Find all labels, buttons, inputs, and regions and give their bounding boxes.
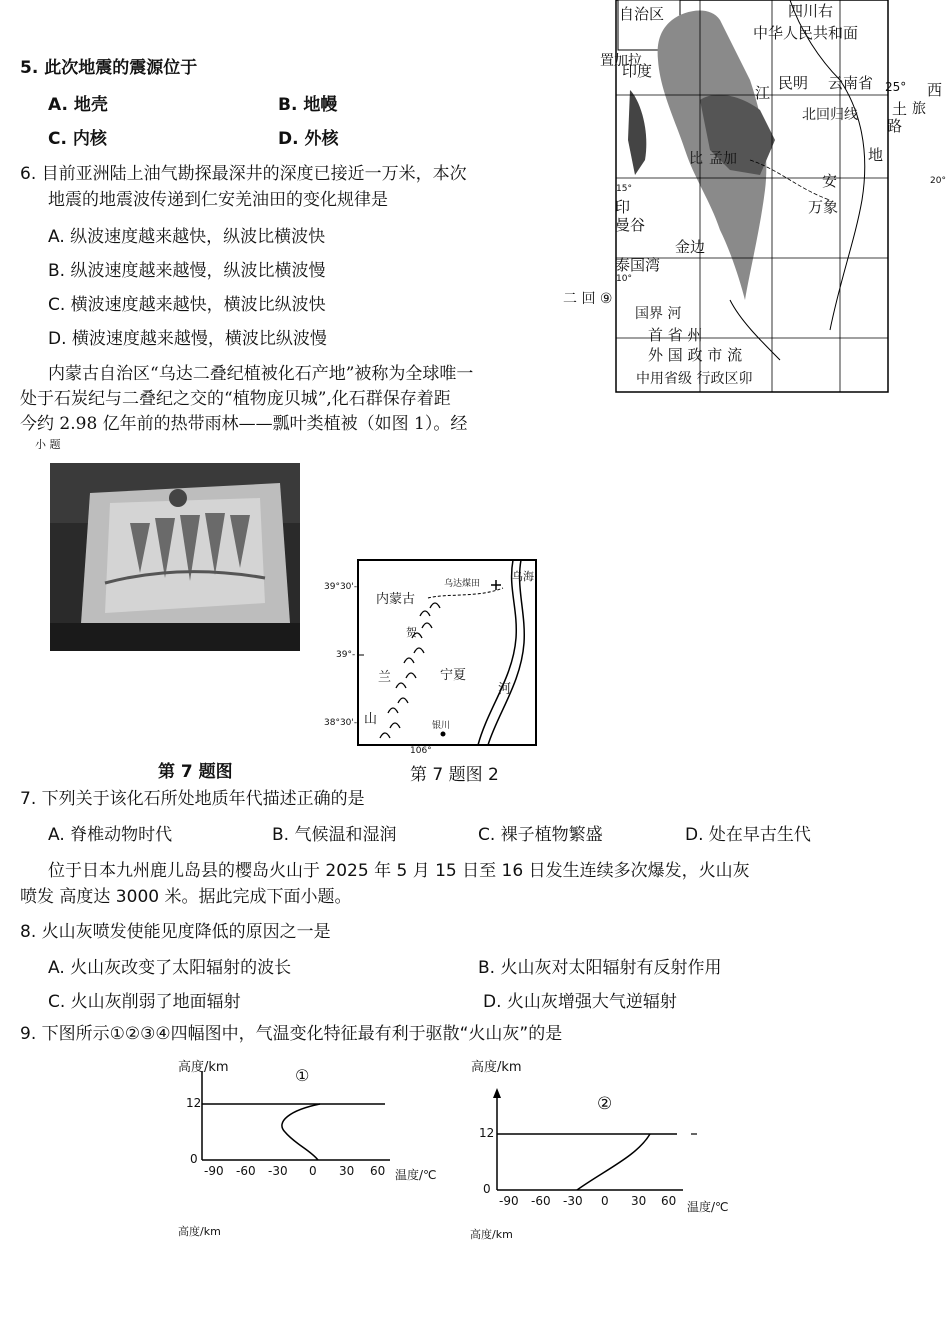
chart1-xtick: 0	[309, 1164, 317, 1178]
chart2-xtick: 60	[661, 1194, 677, 1208]
passage7-line3: 今约 2.98 亿年前的热带雨林——瓢叶类植被（如图 1）。经	[20, 414, 468, 434]
chart1-xlabel: 温度/℃	[395, 1168, 437, 1182]
fig7-map	[318, 558, 548, 758]
map-xizang: 自治区	[619, 5, 665, 23]
chart2-xlabel: 温度/℃	[687, 1200, 729, 1214]
chart2-y12: 12	[479, 1126, 495, 1140]
fig7-shan: 山	[364, 712, 378, 727]
q8-option-b: B. 火山灰对太阳辐射有反射作用	[478, 958, 722, 978]
chart1-y0: 0	[190, 1152, 198, 1166]
map-lat10: 10°	[616, 274, 632, 284]
q7-option-c: C. 裸子植物繁盛	[478, 825, 603, 845]
map-legend-4: 中用省级 行政区卯	[636, 371, 753, 387]
map-prc: 中华人民共和面	[753, 24, 859, 42]
map-lu: 路	[887, 117, 903, 135]
q6-option-d: D. 横波速度越来越慢，横波比纵波慢	[48, 329, 327, 349]
map-jiang: 江	[755, 84, 771, 102]
q8-option-a: A. 火山灰改变了太阳辐射的波长	[48, 958, 292, 978]
chart2-xtick: -90	[499, 1194, 519, 1208]
passage7-line1: 内蒙古自治区“乌达二叠纪植被化石产地”被称为全球唯一	[48, 364, 474, 384]
map-lat25: 25°	[885, 80, 907, 94]
passage7-line3-clip	[20, 411, 568, 434]
map-jinbian: 金边	[675, 238, 706, 256]
chart1-y12: 12	[186, 1096, 202, 1110]
q6-option-c: C. 横波速度越来越快，横波比纵波快	[48, 295, 326, 315]
map-taiguo: 泰国湾	[615, 256, 661, 274]
map-lat20: 20°	[930, 176, 946, 186]
fossil-photo	[50, 463, 300, 651]
map-mangu: 曼谷	[615, 216, 646, 234]
chart1-xtick: -60	[236, 1164, 256, 1178]
map-sichuan: 四川右	[788, 2, 834, 20]
map-meng: 孟加	[709, 151, 737, 167]
passage7-tail: 小 题	[35, 438, 61, 451]
q8-option-c: C. 火山灰削弱了地面辐射	[48, 992, 241, 1012]
fig7-uda-mine: 乌达煤田	[444, 579, 481, 589]
fig7-ningxia: 宁夏	[440, 668, 467, 683]
q8-option-d: D. 火山灰增强大气逆辐射	[483, 992, 677, 1012]
chart2-xtick: 30	[631, 1194, 647, 1208]
map-pi: 比	[689, 151, 703, 167]
bottom-label-left: 高度/km	[178, 1225, 221, 1238]
q9-stem: 9. 下图所示①②③④四幅图中，气温变化特征最有利于驱散“火山灰”的是	[20, 1024, 563, 1044]
chart1-xtick: -30	[268, 1164, 288, 1178]
map-lv: 旅	[912, 101, 926, 117]
q5-stem: 5. 此次地震的震源位于	[20, 58, 198, 78]
map-yunnan: 云南省	[828, 74, 874, 92]
chart1-ylabel: 高度/km	[178, 1060, 229, 1075]
q6-option-b: B. 纵波速度越来越慢，纵波比横波慢	[48, 261, 326, 281]
chart2-circle: ②	[597, 1094, 613, 1114]
map-legend-2: 首 省 州	[648, 326, 703, 344]
chart2-y0: 0	[483, 1182, 491, 1196]
map-legend-title: 二 回 ⑨	[563, 291, 613, 307]
fig7-lat3: 38°30'-	[324, 718, 358, 728]
chart1-xtick: 30	[339, 1164, 355, 1178]
chart2-xtick: 0	[601, 1194, 609, 1208]
map-lat15: 15°	[616, 184, 632, 194]
q5-option-b: B. 地幔	[278, 95, 338, 115]
fig7-lon: 106°	[410, 746, 432, 756]
map-zhilala: 置加拉	[600, 53, 642, 69]
bottom-label-right: 高度/km	[470, 1228, 513, 1241]
map-tu: 土	[892, 100, 908, 118]
fig7-caption2: 第 7 题图 2	[410, 765, 499, 785]
map-legend-1: 国界 河	[635, 306, 682, 322]
map-di: 地	[868, 146, 884, 164]
q6-stem-line2: 地震的地震波传递到仁安羌油田的变化规律是	[48, 190, 388, 210]
map-an: 安	[822, 172, 838, 190]
map-xi: 西	[927, 81, 943, 99]
southeast-asia-map	[563, 0, 950, 400]
q7-option-d: D. 处在早古生代	[685, 825, 811, 845]
map-wanxiang: 万象	[808, 198, 839, 216]
chart2-ylabel: 高度/km	[471, 1060, 522, 1075]
chart1-xtick: 60	[370, 1164, 386, 1178]
fig7-he1: 贺	[406, 626, 417, 639]
chart1-xtick: -90	[204, 1164, 224, 1178]
q8-stem: 8. 火山灰喷发使能见度降低的原因之一是	[20, 922, 331, 942]
fig7-lat1: 39°30'-	[324, 582, 358, 592]
fig7-yinchuan: 银川	[432, 721, 451, 731]
map-yinyin: 印	[615, 198, 631, 216]
map-india: 印度	[622, 62, 653, 80]
fig7-caption1: 第 7 题图	[158, 762, 233, 782]
passage7-line2: 处于石炭纪与二叠纪之交的“植物庞贝城”,化石群保存着距	[20, 389, 451, 409]
chart-1	[170, 1052, 460, 1192]
fig7-neimenggu: 内蒙古	[376, 592, 416, 607]
chart2-xtick: -60	[531, 1194, 551, 1208]
q6-option-a: A. 纵波速度越来越快，纵波比横波快	[48, 227, 326, 247]
passage8-line2: 喷发 高度达 3000 米。据此完成下面小题。	[20, 887, 352, 907]
q7-option-b: B. 气候温和湿润	[272, 825, 397, 845]
fig7-caption2-clip	[410, 762, 530, 785]
chart1-circle: ①	[295, 1066, 310, 1085]
chart-2	[465, 1052, 765, 1222]
fig7-he2: 河	[498, 682, 512, 697]
fig7-lat2: 39°-	[336, 650, 356, 660]
map-legend-3: 外 国 政 市 流	[648, 346, 743, 364]
q5-option-a: A. 地壳	[48, 95, 108, 115]
map-kunming: 民明	[778, 74, 809, 92]
fig7-lan: 兰	[378, 670, 392, 685]
q7-stem: 7. 下列关于该化石所处地质年代描述正确的是	[20, 789, 365, 809]
q5-option-d: D. 外核	[278, 129, 339, 149]
chart2-xtick: -30	[563, 1194, 583, 1208]
q7-option-a: A. 脊椎动物时代	[48, 825, 173, 845]
map-tropic: 北回归线	[802, 107, 858, 123]
q6-stem-line1: 6. 目前亚洲陆上油气勘探最深井的深度已接近一万米，本次	[20, 164, 467, 184]
q5-option-c: C. 内核	[48, 129, 107, 149]
passage8-line1: 位于日本九州鹿儿岛县的樱岛火山于 2025 年 5 月 15 日至 16 日发生连续多次爆发，火山灰	[48, 861, 750, 881]
fig7-wuhai: 乌海	[512, 570, 534, 583]
